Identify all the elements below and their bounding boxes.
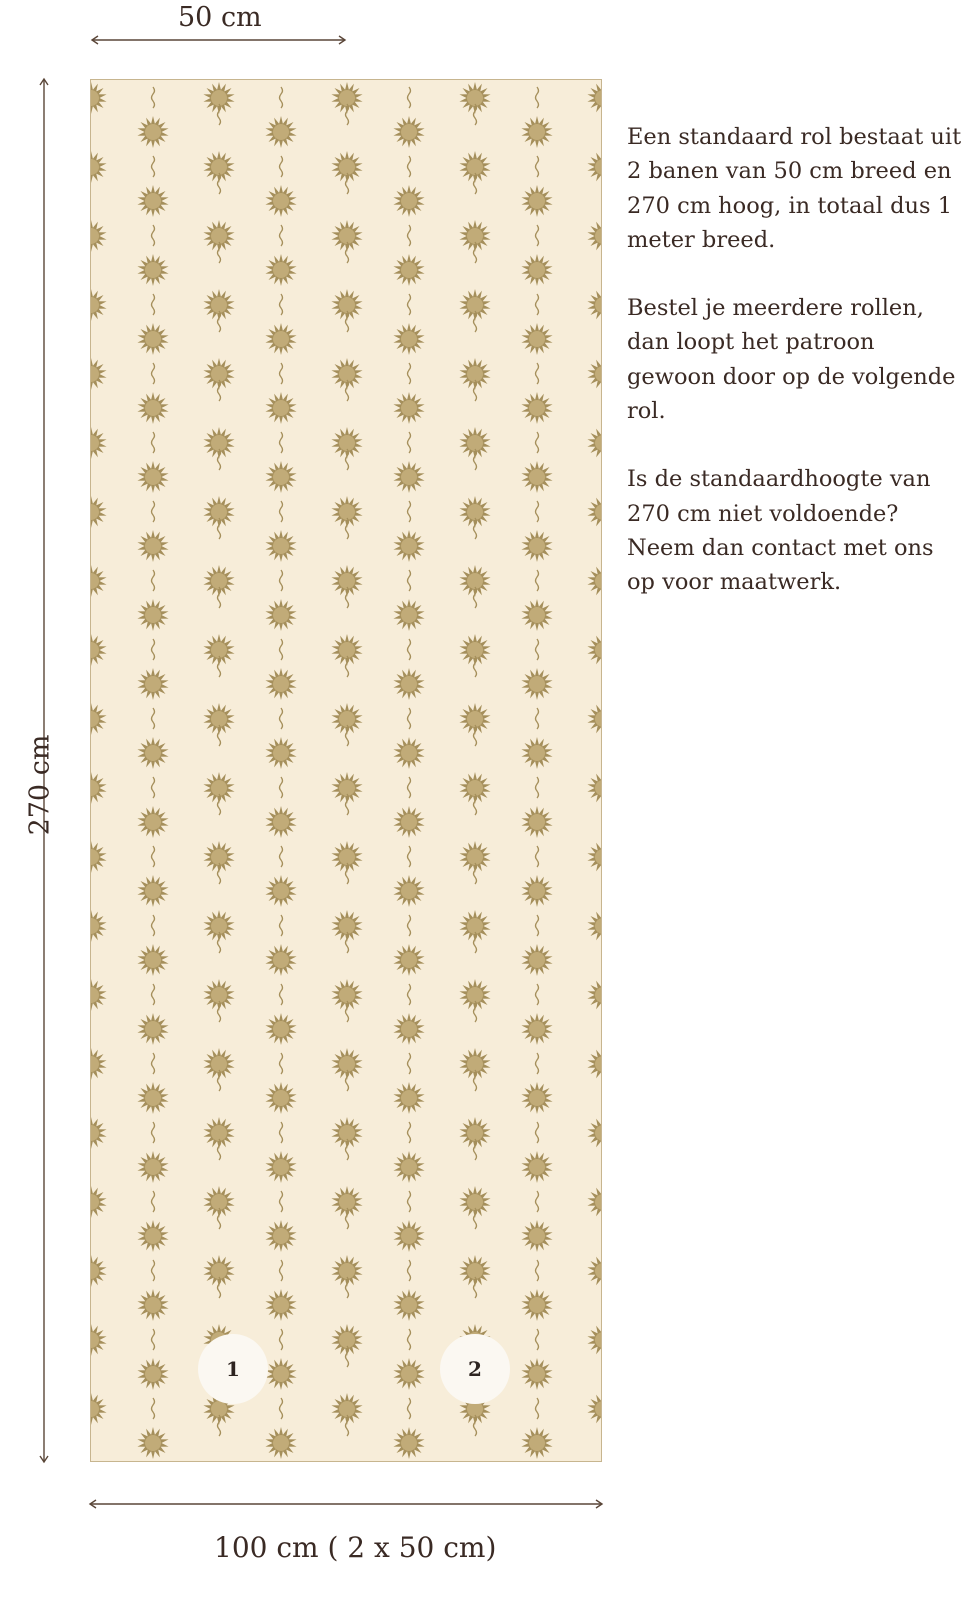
sun-icon [203,1255,234,1287]
sun-icon [521,530,552,562]
sun-icon [459,358,490,390]
sun-icon [91,1048,107,1080]
squiggle-line-icon [536,1260,539,1281]
squiggle-line-icon [536,1122,539,1143]
sun-icon [91,910,107,942]
sun-icon [203,565,234,597]
sun-icon [331,1393,362,1425]
sun-icon [393,530,424,562]
sun-icon [587,427,602,459]
sun-icon [393,185,424,217]
sun-icon [203,1117,234,1149]
squiggle-line-icon [152,1191,155,1212]
info-paragraph-2: Bestel je meerdere rollen, dan loopt het patroon gewoon door op de volgende rol. [627,295,956,425]
squiggle-line-icon [152,1398,155,1419]
sun-icon [459,1048,490,1080]
sun-icon [137,668,168,700]
squiggle-line-icon [152,225,155,246]
squiggle-line-icon [152,915,155,936]
squiggle-line-icon [152,570,155,591]
sun-icon [331,289,362,321]
sun-icon [331,1255,362,1287]
squiggle-line-icon [280,984,283,1005]
squiggle-line-icon [152,501,155,522]
squiggle-line-icon [536,1191,539,1212]
sun-icon [91,1186,107,1218]
sun-icon [393,1220,424,1252]
sun-icon [459,565,490,597]
height-dimension-label: 270 cm [24,734,56,836]
squiggle-line-icon [280,87,283,108]
squiggle-line-icon [408,846,411,867]
sun-icon [265,1013,296,1045]
sun-icon [393,116,424,148]
sun-icon [393,806,424,838]
sun-pattern [91,80,602,1462]
sun-icon [459,82,490,114]
squiggle-line-icon [536,432,539,453]
sun-icon [587,82,602,114]
sun-icon [521,1220,552,1252]
sun-icon [521,875,552,907]
squiggle-line-icon [408,639,411,660]
squiggle-line-icon [408,87,411,108]
squiggle-line-icon [408,570,411,591]
sun-icon [459,1255,490,1287]
sun-icon [203,910,234,942]
sun-icon [137,1289,168,1321]
sun-icon [331,703,362,735]
sun-icon [459,772,490,804]
squiggle-line-icon [280,363,283,384]
sun-icon [393,1289,424,1321]
sun-icon [521,323,552,355]
sun-icon [393,737,424,769]
sun-icon [459,841,490,873]
squiggle-line-icon [152,432,155,453]
squiggle-line-icon [280,1329,283,1350]
squiggle-line-icon [408,1191,411,1212]
sun-icon [521,1013,552,1045]
squiggle-line-icon [152,639,155,660]
sun-icon [203,82,234,114]
sun-icon [137,323,168,355]
sun-icon [459,979,490,1011]
sun-icon [137,1013,168,1045]
squiggle-line-icon [280,777,283,798]
sun-icon [521,116,552,148]
sun-icon [587,634,602,666]
squiggle-line-icon [408,915,411,936]
squiggle-line-icon [152,846,155,867]
sun-icon [521,737,552,769]
sun-icon [203,1048,234,1080]
sun-icon [393,1427,424,1459]
sun-icon [521,1427,552,1459]
squiggle-line-icon [280,639,283,660]
sun-icon [91,634,107,666]
sun-icon [265,737,296,769]
sun-icon [587,220,602,252]
sun-icon [331,1324,362,1356]
squiggle-line-icon [408,225,411,246]
sun-icon [331,82,362,114]
sun-icon [521,1358,552,1390]
sun-icon [203,496,234,528]
sun-icon [331,358,362,390]
sun-icon [331,427,362,459]
squiggle-line-icon [280,1260,283,1281]
sun-icon [331,634,362,666]
squiggle-line-icon [536,87,539,108]
sun-icon [587,979,602,1011]
sun-icon [331,151,362,183]
sun-icon [91,1393,107,1425]
sun-icon [331,496,362,528]
sun-icon [265,806,296,838]
sun-icon [91,703,107,735]
sun-icon [393,944,424,976]
sun-icon [265,116,296,148]
sun-icon [393,668,424,700]
sun-icon [91,1255,107,1287]
info-text-block [627,120,962,634]
sun-icon [203,634,234,666]
squiggle-line-icon [408,777,411,798]
sun-icon [265,185,296,217]
sun-icon [203,703,234,735]
squiggle-line-icon [408,708,411,729]
squiggle-line-icon [280,1191,283,1212]
squiggle-line-icon [280,432,283,453]
squiggle-line-icon [536,1053,539,1074]
squiggle-line-icon [280,915,283,936]
sun-icon [91,82,107,114]
sun-icon [587,1324,602,1356]
squiggle-line-icon [536,639,539,660]
squiggle-line-icon [536,570,539,591]
squiggle-line-icon [280,846,283,867]
sun-icon [587,496,602,528]
sun-icon [91,289,107,321]
sun-icon [203,979,234,1011]
sun-icon [265,530,296,562]
sun-icon [91,358,107,390]
sun-icon [587,703,602,735]
sun-icon [587,772,602,804]
sun-icon [91,565,107,597]
sun-icon [459,427,490,459]
sun-icon [393,1151,424,1183]
sun-icon [137,806,168,838]
sun-icon [137,875,168,907]
panel-number-badge-2: 2 [440,1334,510,1404]
sun-icon [91,427,107,459]
sun-icon [91,1324,107,1356]
sun-icon [587,1255,602,1287]
sun-icon [91,151,107,183]
bottom-dimension-arrow [0,1485,969,1525]
sun-icon [521,1082,552,1114]
sun-icon [265,1358,296,1390]
squiggle-line-icon [536,1398,539,1419]
squiggle-line-icon [152,1053,155,1074]
squiggle-line-icon [152,708,155,729]
sun-icon [331,772,362,804]
squiggle-line-icon [280,1398,283,1419]
sun-icon [137,185,168,217]
sun-icon [91,496,107,528]
top-dimension-label: 50 cm [178,2,262,33]
sun-icon [393,1358,424,1390]
squiggle-line-icon [280,1122,283,1143]
sun-icon [521,185,552,217]
squiggle-line-icon [536,1329,539,1350]
sun-icon [459,220,490,252]
squiggle-line-icon [408,1122,411,1143]
sun-icon [521,944,552,976]
sun-icon [587,1186,602,1218]
sun-icon [587,289,602,321]
sun-icon [521,806,552,838]
sun-icon [331,841,362,873]
squiggle-line-icon [408,1398,411,1419]
squiggle-line-icon [536,225,539,246]
sun-icon [137,944,168,976]
sun-icon [203,220,234,252]
sun-icon [203,289,234,321]
sun-icon [265,392,296,424]
squiggle-line-icon [152,1260,155,1281]
squiggle-line-icon [536,501,539,522]
sun-icon [265,1427,296,1459]
squiggle-line-icon [152,984,155,1005]
sun-icon [587,1048,602,1080]
sun-icon [521,1289,552,1321]
sun-icon [137,1082,168,1114]
squiggle-line-icon [408,156,411,177]
sun-icon [459,289,490,321]
sun-icon [393,875,424,907]
sun-icon [521,254,552,286]
sun-icon [91,220,107,252]
sun-icon [265,668,296,700]
sun-icon [459,1186,490,1218]
sun-icon [265,944,296,976]
squiggle-line-icon [536,708,539,729]
squiggle-line-icon [280,225,283,246]
sun-icon [265,599,296,631]
sun-icon [393,254,424,286]
sun-icon [203,772,234,804]
sun-icon [459,1117,490,1149]
info-paragraph-1: Een standaard rol bestaat uit 2 banen van 50 cm breed en 270 cm hoog, in totaal dus 1 meter breed. [627,124,962,253]
squiggle-line-icon [408,1329,411,1350]
sun-icon [265,461,296,493]
squiggle-line-icon [152,156,155,177]
sun-icon [203,427,234,459]
squiggle-line-icon [152,294,155,315]
squiggle-line-icon [408,984,411,1005]
sun-icon [331,979,362,1011]
sun-icon [521,599,552,631]
squiggle-line-icon [152,363,155,384]
sun-icon [203,841,234,873]
sun-icon [137,116,168,148]
sun-icon [265,323,296,355]
sun-icon [393,1082,424,1114]
squiggle-line-icon [536,294,539,315]
sun-icon [587,841,602,873]
sun-icon [459,910,490,942]
squiggle-line-icon [152,1122,155,1143]
squiggle-line-icon [408,432,411,453]
sun-icon [203,151,234,183]
sun-icon [137,1358,168,1390]
sun-icon [137,254,168,286]
squiggle-line-icon [280,294,283,315]
squiggle-line-icon [536,984,539,1005]
bottom-dimension-label: 100 cm ( 2 x 50 cm) [214,1531,497,1564]
sun-icon [331,1117,362,1149]
squiggle-line-icon [280,501,283,522]
squiggle-line-icon [152,1329,155,1350]
squiggle-line-icon [408,294,411,315]
squiggle-line-icon [408,501,411,522]
sun-icon [587,1393,602,1425]
sun-icon [587,1117,602,1149]
sun-icon [331,1048,362,1080]
squiggle-line-icon [536,156,539,177]
squiggle-line-icon [152,87,155,108]
sun-icon [393,599,424,631]
top-dimension-arrow [0,0,969,60]
panel-number-badge-1: 1 [198,1334,268,1404]
sun-icon [521,668,552,700]
squiggle-line-icon [280,156,283,177]
sun-icon [459,634,490,666]
squiggle-line-icon [536,915,539,936]
sun-icon [203,358,234,390]
sun-icon [521,461,552,493]
sun-icon [331,1186,362,1218]
sun-icon [265,1289,296,1321]
sun-icon [331,565,362,597]
sun-icon [265,254,296,286]
info-paragraph-3: Is de standaardhoogte van 270 cm niet voldoende? Neem dan contact met ons op voor maatwerk. [627,466,934,596]
sun-icon [137,392,168,424]
sun-icon [459,703,490,735]
sun-icon [587,151,602,183]
sun-icon [137,737,168,769]
squiggle-line-icon [280,1053,283,1074]
squiggle-line-icon [536,363,539,384]
sun-icon [459,151,490,183]
sun-icon [203,1186,234,1218]
wallpaper-panel [90,79,602,1462]
squiggle-line-icon [408,1260,411,1281]
sun-icon [265,1082,296,1114]
sun-icon [265,875,296,907]
squiggle-line-icon [408,363,411,384]
sun-icon [91,841,107,873]
sun-icon [137,1427,168,1459]
sun-icon [393,392,424,424]
sun-icon [521,392,552,424]
sun-icon [393,323,424,355]
sun-icon [587,565,602,597]
squiggle-line-icon [280,708,283,729]
sun-icon [137,599,168,631]
sun-icon [137,1151,168,1183]
squiggle-line-icon [152,777,155,798]
sun-icon [91,979,107,1011]
sun-icon [91,1117,107,1149]
sun-icon [393,461,424,493]
sun-icon [587,358,602,390]
sun-icon [521,1151,552,1183]
sun-icon [137,1220,168,1252]
sun-icon [265,1220,296,1252]
squiggle-line-icon [536,777,539,798]
sun-icon [331,220,362,252]
sun-icon [91,772,107,804]
sun-icon [137,530,168,562]
sun-icon [331,910,362,942]
squiggle-line-icon [536,846,539,867]
sun-icon [587,910,602,942]
squiggle-line-icon [408,1053,411,1074]
sun-icon [265,1151,296,1183]
sun-icon [137,461,168,493]
sun-icon [459,496,490,528]
squiggle-line-icon [280,570,283,591]
sun-icon [393,1013,424,1045]
